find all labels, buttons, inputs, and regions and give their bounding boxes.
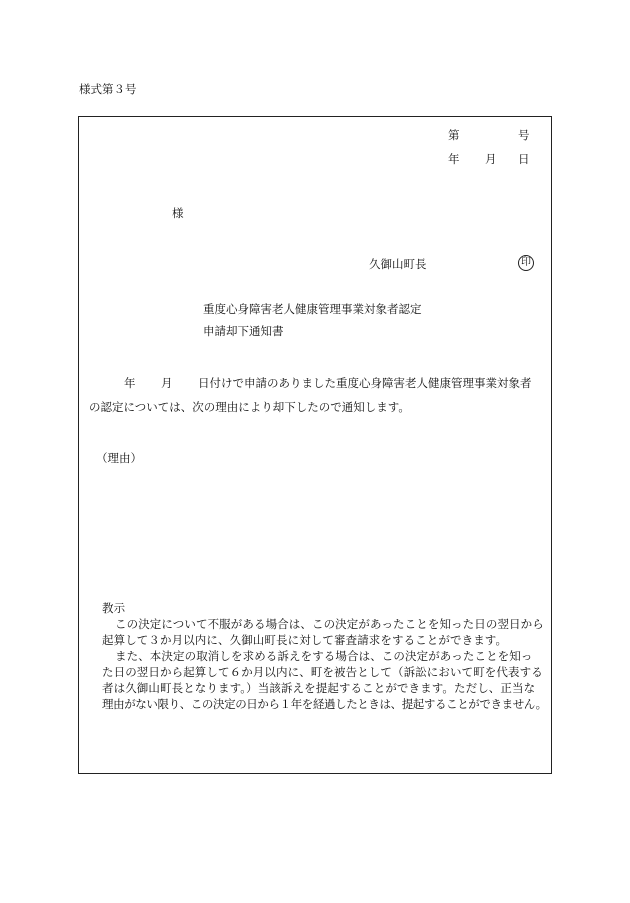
- reason-label: （理由）: [96, 451, 142, 465]
- body-year: 年: [124, 376, 136, 390]
- doc-number-prefix: 第: [448, 128, 460, 142]
- seal-mark: 印: [518, 255, 534, 271]
- notice-line: 起算して３か月以内に、久御山町長に対して審査請求をすることができます。: [102, 633, 508, 647]
- date-year: 年: [448, 152, 460, 166]
- title-line-1: 重度心身障害老人健康管理事業対象者認定: [203, 302, 422, 316]
- notice-line: た日の翌日から起算して６か月以内に、町を被告として（訴訟において町を代表する: [102, 665, 543, 679]
- date-month: 月: [485, 152, 497, 166]
- body-line-1: 日付けで申請のありました重度心身障害老人健康管理事業対象者: [198, 376, 532, 390]
- notice-heading: 教示: [102, 601, 126, 615]
- title-line-2: 申請却下通知書: [203, 324, 284, 338]
- addressee-suffix: 様: [172, 206, 184, 220]
- doc-number-suffix: 号: [518, 128, 530, 142]
- form-number: 様式第３号: [79, 82, 137, 96]
- body-month: 月: [161, 376, 173, 390]
- issuer-name: 久御山町長: [369, 257, 427, 271]
- notice-line: この決定について不服がある場合は、この決定があったことを知った日の翌日から: [115, 617, 544, 631]
- notice-line: 理由がない限り、この決定の日から１年を経過したときは、提起することができません。: [102, 697, 547, 711]
- body-line-2: の認定については、次の理由により却下したので通知します。: [89, 400, 410, 414]
- notice-line: 者は久御山町長となります。）当該訴えを提起することができます。ただし、正当な: [102, 681, 536, 695]
- notice-line: また、本決定の取消しを求める訴えをする場合は、この決定があったことを知っ: [115, 649, 533, 663]
- date-day: 日: [518, 152, 530, 166]
